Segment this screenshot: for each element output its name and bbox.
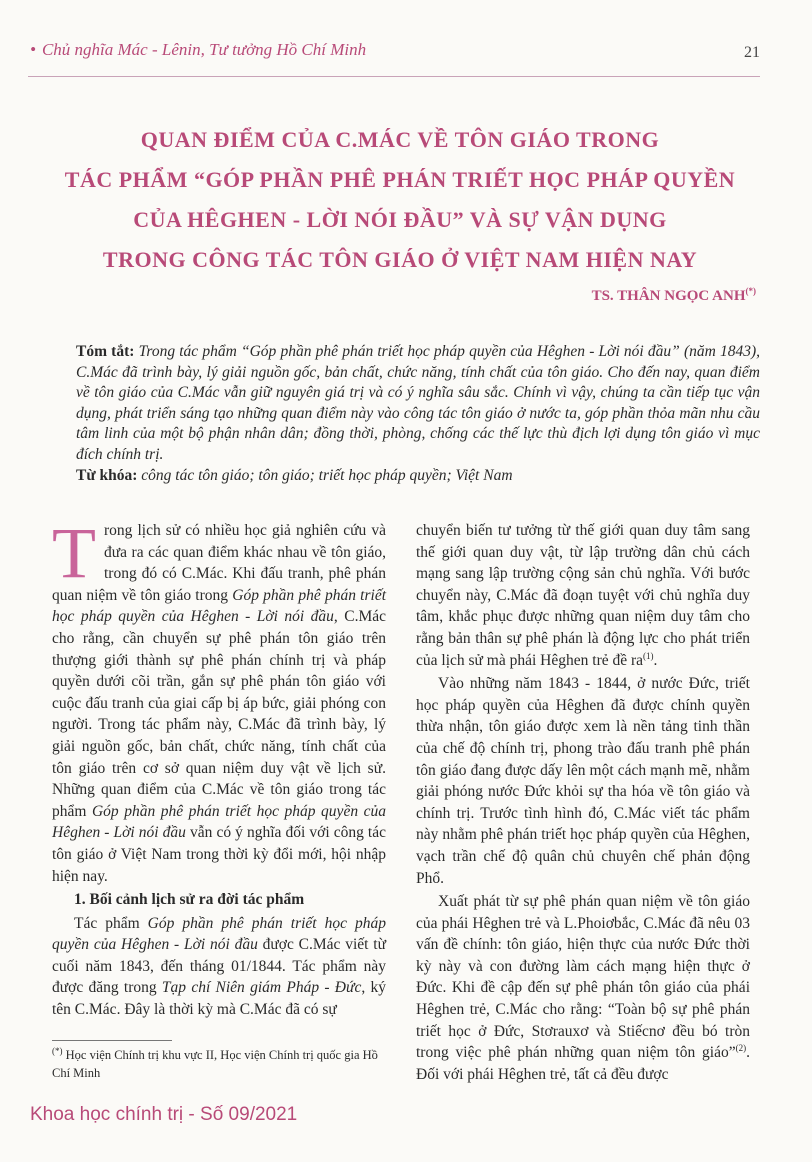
author-byline [592, 288, 756, 305]
body-paragraph [416, 891, 750, 1085]
citation-ref: (1) [643, 650, 654, 661]
title-line: CỦA HÊGHEN - LỜI NÓI ĐẦU” VÀ SỰ VẬN DỤNG [133, 207, 667, 232]
text-run: , ký tên C.Mác. Đây là thời kỳ mà C.Mác đã có sự [52, 979, 386, 1019]
body-paragraph [416, 520, 750, 671]
author-footnote-mark: (*) [745, 286, 756, 296]
body-paragraph [52, 913, 386, 1021]
header-rule [28, 76, 760, 77]
abstract [76, 342, 760, 465]
text-run: rong lịch sử có nhiều học giả nghiên cứu và đưa ra các quan điểm khác nhau về tôn giáo, trong đó có C.Mác. Khi đấu tranh, phê phán quan niệm về tôn giáo trong [52, 522, 386, 604]
footnote-text: Học viện Chính trị khu vực II, Học viện Chính trị quốc gia Hồ Chí Minh [52, 1048, 378, 1080]
abstract-label: Tóm tắt: [76, 343, 135, 360]
work-title: Góp phần phê phán triết học pháp quyền của Hêghen - Lời nói đầu [52, 802, 386, 842]
text-run: chuyển biến tư tưởng từ thế giới quan duy tâm sang thế giới quan duy vật, từ lập trường dân chủ cách mạng sang lập trường cộng sản chủ nghĩa. Với bước chuyển này, C.Mác đã đoạn tuyệt với chủ nghĩa duy tâm, khắc phục được những quan niệm duy tâm cho rằng bản thân sự phê phán là động lực cho phát triển của lịch sử mà phái Hêghen trẻ đề ra [416, 522, 750, 669]
text-run: . Đối với phái Hêghen trẻ, tất cả đều được [416, 1044, 750, 1083]
text-run: Xuất phát từ sự phê phán quan niệm về tôn giáo của phái Hêghen trẻ và L.Phoiơbắc, C.Mác đã nêu 03 vấn đề chính: tôn giáo, hiện thực của nước Đức thời kỳ này và con đường làm cách mạng hiện thực ở Đức. Khi đề cập đến sự phê phán tôn giáo của phái Hêghen trẻ, C.Mác cho rằng: “Toàn bộ sự phê phán triết học ở Đức, Stơrauxơ và Stiếcnơ đều bó tròn trong việc phê phán những quan niệm tôn giáo” [416, 893, 750, 1062]
intro-paragraph [52, 513, 387, 887]
footnote [52, 1046, 386, 1082]
keywords-text: công tác tôn giáo; tôn giáo; triết học pháp quyền; Việt Nam [141, 467, 513, 484]
title-line: TRONG CÔNG TÁC TÔN GIÁO Ở VIỆT NAM HIỆN NAY [102, 247, 698, 272]
author-name: TS. THÂN NGỌC ANH [591, 288, 746, 304]
keywords [76, 466, 760, 486]
journal-title: Tạp chí Niên giám Pháp - Đức [161, 979, 362, 997]
title-line: TÁC PHẨM “GÓP PHẦN PHÊ PHÁN TRIẾT HỌC PHÁP QUYỀN [64, 167, 736, 192]
work-title: Góp phần phê phán triết học pháp quyền của Hêghen - Lời nói đầu [52, 586, 387, 626]
citation-ref: (2) [735, 1043, 747, 1054]
text-run: . [653, 651, 658, 669]
footnote-rule [52, 1040, 172, 1041]
abstract-text: Trong tác phẩm “Góp phần phê phán triết học pháp quyền của Hêghen - Lời nói đầu” (năm 1843), C.Mác đã trình bày, lý giải nguồn gốc, bản chất, chức năng, tính chất của tôn giáo. Cho đến nay, quan điểm về tôn giáo của C.Mác vẫn giữ nguyên giá trị và có ý nghĩa sâu sắc. Chính vì vậy, chúng ta cần tiếp tục vận dụng, phát triển sáng tạo những quan điểm này vào công tác tôn giáo ở nước ta, góp phần thỏa mãn nhu cầu tâm linh của một bộ phận nhân dân; đồng thời, phòng, chống các thế lực thù địch lợi dụng tôn giáo vì mục đích chính trị. [76, 343, 761, 463]
article-title [30, 120, 770, 280]
header-bullet: • [30, 40, 36, 59]
title-line: QUAN ĐIỂM CỦA C.MÁC VỀ TÔN GIÁO TRONG [140, 127, 660, 152]
section-title: Chủ nghĩa Mác - Lênin, Tư tưởng Hồ Chí Minh [41, 40, 367, 59]
footnote-mark: (*) [52, 1045, 63, 1056]
text-run: vẫn có ý nghĩa đối với công tác tôn giáo ở Việt Nam trong thời kỳ đổi mới, hội nhập hiện nay. [52, 824, 387, 885]
text-run: Tác phẩm [74, 914, 148, 932]
left-column [52, 513, 387, 1023]
dropcap-letter: T [52, 513, 96, 593]
body-paragraph: Vào những năm 1843 - 1844, ở nước Đức, triết học pháp quyền của Hêghen đã được chính quyền thừa nhận, tôn giáo được xem là nền tảng tinh thần của chế độ chính trị, phong trào đấu tranh phê phán tôn giáo đang được dấy lên một cách mạnh mẽ, nhằm giải phóng nước Đức khỏi sự tha hóa về tôn giáo và chính trị. Trước tình hình đó, C.Mác viết tác phẩm này nhằm phê phán triết học pháp quyền của Hêghen, vạch trần chế độ quân chủ chuyên chế phản động Phổ. [416, 675, 750, 887]
section-heading: 1. Bối cảnh lịch sử ra đời tác phẩm [74, 891, 305, 909]
page-number: 21 [744, 44, 760, 61]
keywords-label: Từ khóa: [76, 467, 138, 484]
work-title: Góp phần phê phán triết học pháp quyền của Hêghen - Lời nói đầu [52, 914, 386, 954]
right-column [416, 520, 750, 1087]
text-run: được C.Mác viết từ cuối năm 1843, đến tháng 01/1844. Tác phẩm này được đăng trong [52, 936, 386, 997]
running-header [30, 40, 758, 60]
journal-footer: Khoa học chính trị - Số 09/2021 [30, 1104, 298, 1125]
text-run: , C.Mác cho rằng, cần chuyển sự phê phán tôn giáo trên thượng giới thành sự phê phán chính trị và pháp quyền dưới cõi trần, gắn sự phê phán tôn giáo với cuộc đấu tranh của giai cấp bị áp bức, giải phóng con người. Trong tác phẩm này, C.Mác đã trình bày, lý giải nguồn gốc, bản chất, chức năng, tính chất của tôn giáo trên cơ sở quan niệm duy vật về lịch sử. Những quan điểm của C.Mác về tôn giáo trong tác phẩm [52, 608, 386, 820]
